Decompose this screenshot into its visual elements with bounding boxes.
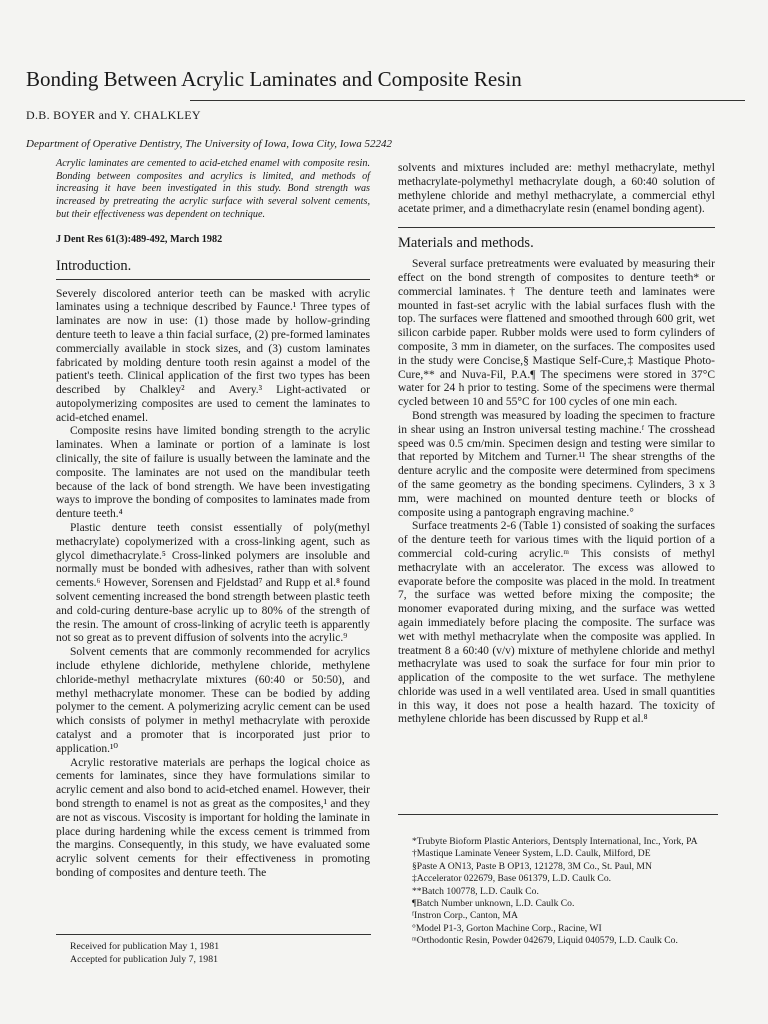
abstract: Acrylic laminates are cemented to acid-etched enamel with composite resin. Bonding between composites and acrylics is limited, and methods of increasing it have been investigated in this study. Bond strength was increased by pretreating the acrylic surface with several solvent cements, but their effectiveness was dependent on technique. xyxy=(56,158,370,220)
intro-paragraph: Composite resins have limited bonding strength to the acrylic laminates. When a laminate or portion of a laminate is lost clinically, the site of failure is usually between the laminate and the composite. The laminates are not used on the mandibular teeth because of the lack of bond strength. We have been investigating ways to improve the bonding of composites to laminates made from denture teeth.⁴ xyxy=(56,425,370,521)
intro-paragraph: Solvent cements that are commonly recommended for acrylics include ethylene dichloride, methylene chloride, methylene chloride-methyl methacrylate mixtures (60:40 or 50:50), and methyl methacrylate monomer. These can be bodied by adding polymer to the cement. A polymerizing acrylic cement can be used which consists of polymer in methyl methacrylate with peroxide catalyst and a promoter that is incorporated just prior to application.¹⁰ xyxy=(56,646,370,755)
footnote-divider xyxy=(398,814,718,815)
article-title: Bonding Between Acrylic Laminates and Composite Resin xyxy=(26,67,522,91)
intro-body xyxy=(56,288,370,881)
methods-paragraph: Surface treatments 2-6 (Table 1) consisted of soaking the surfaces of the denture teeth for various times with the liquid portion of a commercial cold-curing acrylic.ᵐ This consists of methyl methacrylate with an accelerator. The excess was allowed to evaporate before the composite was placed in the mold. In treatment 7, the surface was wetted before mixing the composite; the monomer evaporated during mixing, and the surface was wetted again immediately before placing the composite. The surface was wet with methyl methacrylate when the composite was applied. In treatment 8 a 60:40 (v/v) mixture of methylene chloride and methyl methacrylate was used to soak the surface for four min prior to application of the composite to the wet surface. The methylene chloride was used in a well ventilated area. Used in small quantities in this way, it does not pose a health hazard. The toxicity of methylene chloride has been discussed by Rupp et al.⁸ xyxy=(398,520,715,726)
footnote: ᵐOrthodontic Resin, Powder 042679, Liquid 040579, L.D. Caulk Co. xyxy=(412,935,678,947)
journal-citation: J Dent Res 61(3):489-492, March 1982 xyxy=(56,233,223,245)
intro-continuation-text: solvents and mixtures included are: methyl methacrylate, methyl methacrylate-polymethyl methacrylate dough, a 60:40 solution of methylene chloride and methyl methacrylate, a commercial ethyl acetate primer, and a dimethacrylate resin (enamel bonding agent). xyxy=(398,162,715,216)
methods-top-divider xyxy=(398,227,715,228)
publication-dates xyxy=(70,940,219,966)
authors: D.B. BOYER and Y. CHALKLEY xyxy=(26,108,201,122)
title-divider xyxy=(190,100,745,101)
methods-heading: Materials and methods. xyxy=(398,235,534,252)
footnote: ¶Batch Number unknown, L.D. Caulk Co. xyxy=(412,898,575,910)
footnote: †Mastique Laminate Veneer System, L.D. Caulk, Milford, DE xyxy=(412,848,651,860)
left-column xyxy=(56,158,370,881)
intro-paragraph: Plastic denture teeth consist essentially of poly(methyl methacrylate) copolymerized with a cross-linking agent, such as glycol dimethacrylate.⁵ Cross-linked polymers are insoluble and normally must be bonded with adhesives, rather than with solvent cements.⁶ However, Sorensen and Fjeldstad⁷ and Rupp et al.⁸ found solvent cementing increased the bond strength between plastic teeth and cold-curing denture-base acrylic up to 80% of the strength of the resin. The amount of cross-linking of acrylic teeth is apparently not so great as to prevent diffusion of solvents into the acrylic.⁹ xyxy=(56,522,370,645)
footnote: ‡Accelerator 022679, Base 061379, L.D. Caulk Co. xyxy=(412,873,612,885)
methods-body xyxy=(398,258,715,727)
footnote: **Batch 100778, L.D. Caulk Co. xyxy=(412,885,539,897)
intro-continuation xyxy=(398,162,715,217)
affiliation: Department of Operative Dentistry, The University of Iowa, Iowa City, Iowa 52242 xyxy=(26,138,393,150)
footnote: *Trubyte Bioform Plastic Anteriors, Dentsply International, Inc., York, PA xyxy=(412,836,698,847)
intro-paragraph: Acrylic restorative materials are perhaps the logical choice as cements for laminates, since they have formulations similar to acrylic cement and also bond to acid-etched enamel. However, their bond strength to enamel is not as great as the composites,¹ and they are not as viscous. Viscosity is important for holding the laminate in place during hardening while the excess cement is trimmed from the margins. Consequently, in this study, we have evaluated some acrylic solvent cements for their effectiveness in promoting bonding of composites and denture teeth. The xyxy=(56,756,370,879)
received-date: Received for publication May 1, 1981 xyxy=(70,941,220,952)
footnote: ᶠInstron Corp., Canton, MA xyxy=(412,910,518,922)
intro-divider xyxy=(56,279,370,280)
intro-heading: Introduction. xyxy=(56,257,132,274)
methods-paragraph: Bond strength was measured by loading the specimen to fracture in shear using an Instron universal testing machine.ᶠ The crosshead speed was 0.5 cm/min. Specimen design and testing were similar to that reported by Mitchem and Turner.¹¹ The shear strengths of the denture acrylic and the composite were determined from specimens of the same geometry as the bonding specimens. Cylinders, 3 x 3 mm, were machined on mounted denture teeth or blocks of composite using a pantograph engraving machine.° xyxy=(398,409,715,519)
footnote: °Model P1-3, Gorton Machine Corp., Racine, WI xyxy=(412,922,602,934)
footnote: §Paste A ON13, Paste B OP13, 121278, 3M Co., St. Paul, MN xyxy=(412,860,652,872)
footnotes xyxy=(398,836,718,948)
methods-paragraph: Several surface pretreatments were evaluated by measuring their effect on the bond strength of composites to denture teeth* or commercial laminates.† The denture teeth and laminates were mounted in fast-set acrylic with the labial surfaces flush with the top. The surfaces were flattened and smoothed through 600 grit, wet silicon carbide paper. Rubber molds were used to form cylinders of composite, 3 mm in diameter, on the surfaces. The composites used in the study were Concise,§ Mastique Self-Cure,‡ Mastique Photo-Cure,** and Nuva-Fil, P.A.¶ The specimens were stored in 37°C water for 24 h prior to testing. Some of the specimens were thermal cycled between 10 and 55°C for 100 cycles of one min each. xyxy=(398,258,715,409)
right-column xyxy=(398,162,715,727)
received-divider xyxy=(56,934,371,935)
intro-paragraph: Severely discolored anterior teeth can be masked with acrylic laminates using a technique described by Faunce.¹ Three types of laminates are now in use: (1) those made by hollow-grinding denture teeth to leave a thin facial surface, (2) pre-formed laminates commercially available in stock sizes, and (3) custom laminates fabricated by molding denture tooth resin against a model of the patient's teeth. Clinical application of the first two types has been described by Chalkley² and Avery.³ Light-activated or autopolymerizing composites are used to cement the laminates to acid-etched enamel. xyxy=(56,287,370,424)
accepted-date: Accepted for publication July 7, 1981 xyxy=(70,954,219,965)
